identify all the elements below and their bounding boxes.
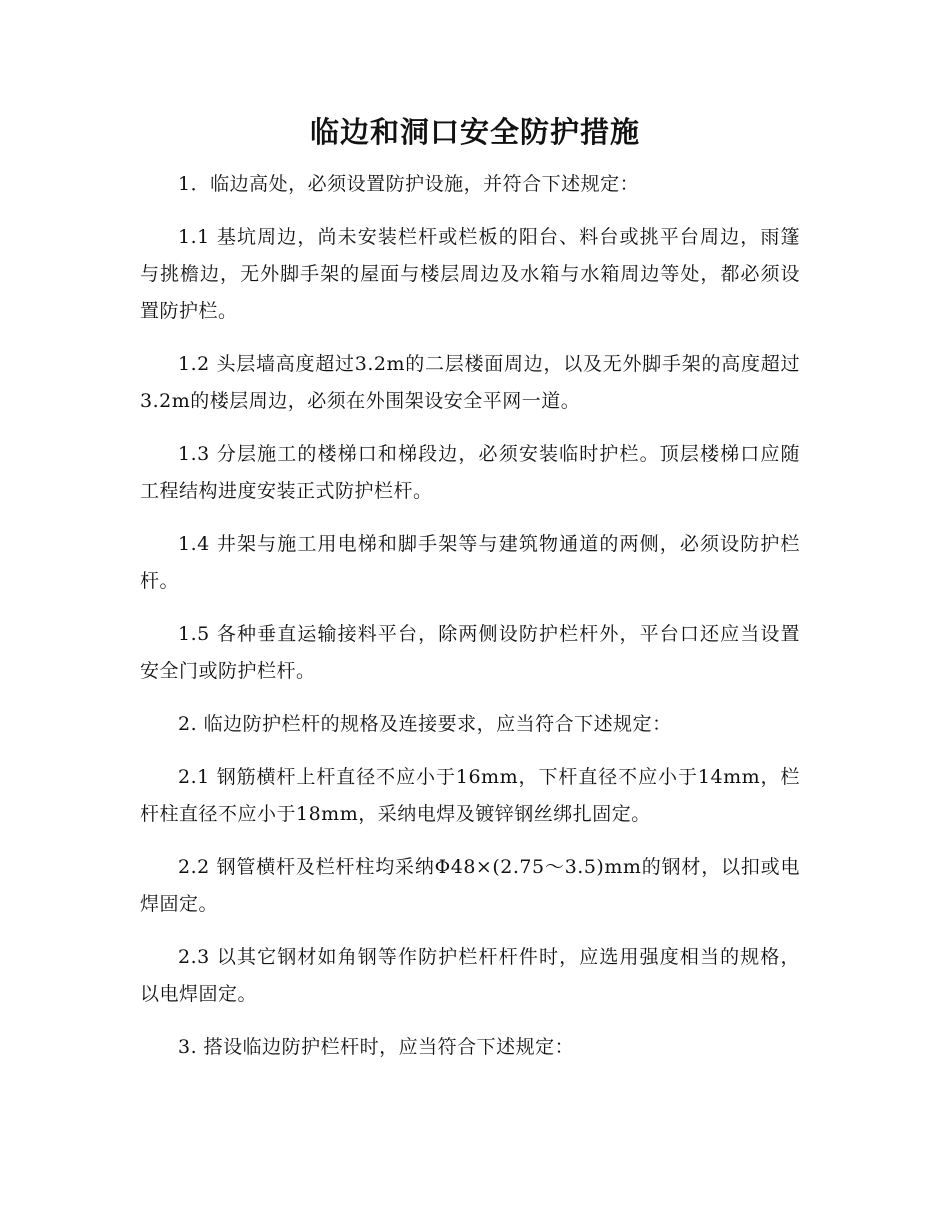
paragraph: 1.4 井架与施工用电梯和脚手架等与建筑物通道的两侧，必须设防护栏杆。: [140, 533, 800, 592]
paragraph: 3. 搭设临边防护栏杆时，应当符合下述规定：: [178, 1036, 575, 1058]
paragraph: 1.5 各种垂直运输接料平台，除两侧设防护栏杆外，平台口还应当设置安全门或防护栏杆。: [140, 623, 800, 682]
document-title: 临边和洞口安全防护措施: [309, 115, 640, 149]
paragraph: 1.3 分层施工的楼梯口和梯段边，必须安装临时护栏。顶层楼梯口应随工程结构进度安装正式防护栏杆。: [140, 443, 800, 502]
paragraph: 1.1 基坑周边，尚未安装栏杆或栏板的阳台、料台或挑平台周边，雨篷与挑檐边，无外脚手架的屋面与楼层周边及水箱与水箱周边等处，都必须设置防护栏。: [140, 226, 800, 322]
paragraph: 2. 临边防护栏杆的规格及连接要求，应当符合下述规定：: [178, 713, 672, 735]
paragraph: 2.1 钢筋横杆上杆直径不应小于16mm，下杆直径不应小于14mm，栏杆柱直径不应小于18mm，采纳电焊及镀锌钢丝绑扎固定。: [140, 766, 800, 825]
document-body: [140, 166, 820, 1082]
paragraph: 2.3 以其它钢材如角钢等作防护栏杆杆件时，应选用强度相当的规格，以电焊固定。: [140, 946, 800, 1005]
paragraph: 2.2 钢管横杆及栏杆柱均采纳Φ48×(2.75～3.5)mm的钢材，以扣或电焊固定。: [140, 856, 800, 915]
paragraph: 1.2 头层墙高度超过3.2m的二层楼面周边，以及无外脚手架的高度超过 3.2m的楼层周边，必须在外围架设安全平网一道。: [140, 353, 820, 412]
paragraph: 1．临边高处，必须设置防护设施，并符合下述规定：: [178, 173, 640, 195]
